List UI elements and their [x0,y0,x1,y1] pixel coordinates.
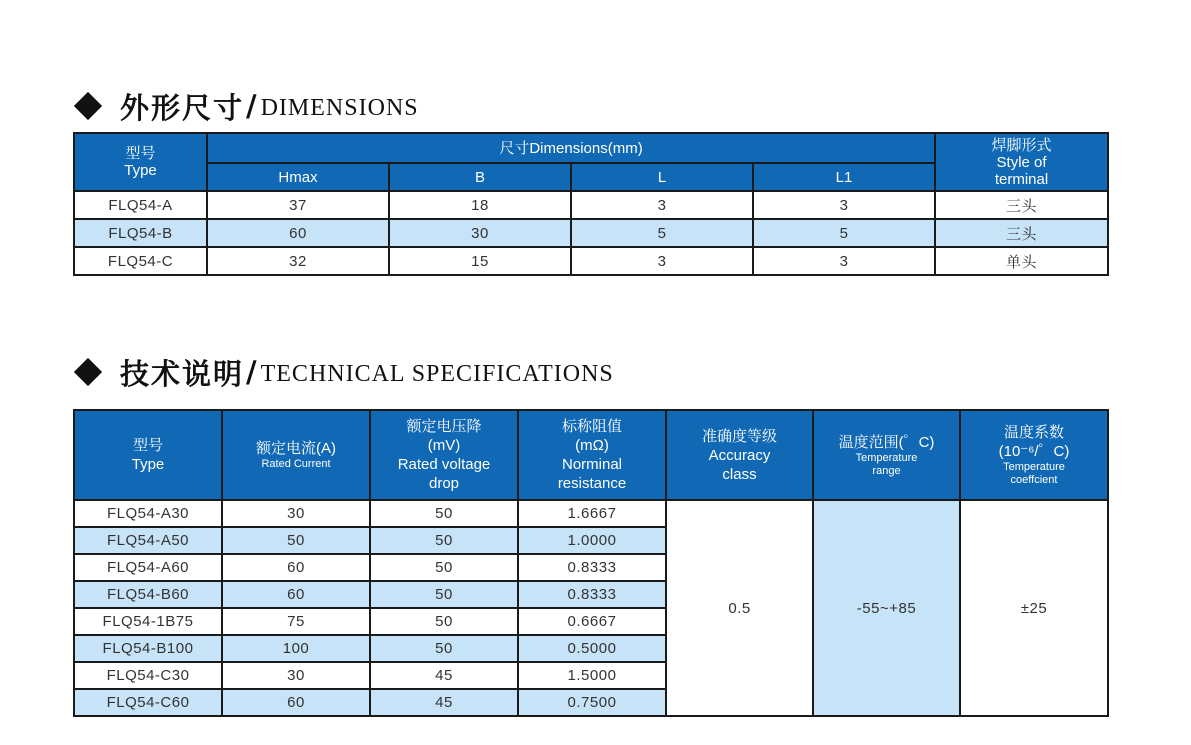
cell-resistance: 0.6667 [518,608,666,635]
header-type [74,410,222,500]
cell-temp-coef: ±25 [960,500,1108,716]
cell-accuracy: 0.5 [666,500,813,716]
specifications-title-en: TECHNICAL SPECIFICATIONS [260,360,614,387]
header-current-en: Rated Current [261,458,331,470]
header-temp-cn: 温度范围(゜C) [838,433,935,451]
header-vdrop-unit: (mV) [427,437,461,454]
cell-l1: 3 [753,191,935,219]
header-hmax: Hmax [207,163,389,191]
cell-l: 3 [571,247,753,275]
cell-resistance: 1.0000 [518,527,666,554]
header-vdrop-en-1: Rated voltage [397,456,491,473]
cell-temp-range: -55~+85 [813,500,960,716]
specifications-section-title [74,352,614,392]
header-res-cn: 标称阻值 [561,418,622,435]
header-type-en: Type [124,162,157,179]
diamond-bullet-icon [74,358,102,386]
header-l: L [571,163,753,191]
cell-b: 30 [389,219,571,247]
title-slash: / [246,89,257,123]
table-row [74,191,1108,219]
title-slash: / [246,355,257,389]
cell-hmax: 60 [207,219,389,247]
dimensions-title-cn: 外形尺寸 [120,90,245,125]
cell-hmax: 32 [207,247,389,275]
cell-current: 30 [222,500,370,527]
cell-l1: 3 [753,247,935,275]
dimensions-section-title [74,86,419,126]
header-type-en: Type [131,456,165,473]
dimensions-table [73,132,1109,276]
header-temp-coef [960,410,1108,500]
cell-type: FLQ54-C [74,247,207,275]
cell-type: FLQ54-1B75 [74,608,222,635]
specifications-title-cn: 技术说明 [120,356,245,391]
cell-vdrop: 50 [370,527,518,554]
cell-vdrop: 50 [370,554,518,581]
cell-vdrop: 45 [370,662,518,689]
cell-hmax: 37 [207,191,389,219]
cell-vdrop: 50 [370,635,518,662]
header-terminal-cn: 焊脚形式 [991,136,1052,154]
header-coef-en-2: coeffcient [1010,474,1058,486]
header-temp-en-2: range [872,464,901,477]
specifications-table [73,409,1109,717]
cell-resistance: 0.7500 [518,689,666,716]
cell-b: 15 [389,247,571,275]
cell-l1: 5 [753,219,935,247]
header-acc-en-2: class [722,465,757,483]
cell-type: FLQ54-B60 [74,581,222,608]
header-type-cn: 型号 [132,437,163,454]
header-res-en-1: Norminal [561,456,622,473]
cell-terminal: 单头 [935,247,1108,275]
header-acc-cn: 准确度等级 [701,427,777,445]
cell-resistance: 1.6667 [518,500,666,527]
cell-terminal: 三头 [935,219,1108,247]
cell-resistance: 0.8333 [518,554,666,581]
cell-type: FLQ54-B100 [74,635,222,662]
cell-type: FLQ54-A [74,191,207,219]
cell-l: 5 [571,219,753,247]
cell-vdrop: 50 [370,500,518,527]
header-current-cn: 额定电流(A) [256,440,336,457]
header-type-cn: 型号 [125,145,156,162]
cell-vdrop: 50 [370,608,518,635]
table-row [74,500,1108,527]
cell-vdrop: 45 [370,689,518,716]
table-row [74,247,1108,275]
cell-b: 18 [389,191,571,219]
cell-current: 50 [222,527,370,554]
cell-type: FLQ54-A60 [74,554,222,581]
cell-type: FLQ54-C30 [74,662,222,689]
header-rated-current [222,410,370,500]
cell-type: FLQ54-A30 [74,500,222,527]
cell-resistance: 0.5000 [518,635,666,662]
header-terminal-en-1: Style of [996,153,1047,171]
cell-current: 60 [222,689,370,716]
header-temp-range [813,410,960,500]
cell-resistance: 1.5000 [518,662,666,689]
cell-current: 60 [222,554,370,581]
header-terminal-en-2: terminal [994,170,1049,188]
header-dimensions-group: 尺寸Dimensions(mm) [207,133,935,163]
header-accuracy [666,410,813,500]
cell-type: FLQ54-C60 [74,689,222,716]
table-row [74,219,1108,247]
header-acc-en-1: Accuracy [708,446,771,464]
cell-vdrop: 50 [370,581,518,608]
cell-current: 30 [222,662,370,689]
cell-current: 75 [222,608,370,635]
header-vdrop-en-2: drop [428,475,460,492]
cell-resistance: 0.8333 [518,581,666,608]
dimensions-title-en: DIMENSIONS [260,94,419,121]
cell-terminal: 三头 [935,191,1108,219]
header-terminal [935,133,1108,191]
header-l1: L1 [753,163,935,191]
cell-l: 3 [571,191,753,219]
header-temp-en-1: Temperature [855,451,918,464]
header-b: B [389,163,571,191]
header-voltage-drop [370,410,518,500]
header-coef-unit: (10⁻⁶/゜C) [998,443,1070,460]
cell-type: FLQ54-A50 [74,527,222,554]
header-resistance [518,410,666,500]
diamond-bullet-icon [74,92,102,120]
cell-type: FLQ54-B [74,219,207,247]
cell-current: 100 [222,635,370,662]
header-coef-cn: 温度系数 [1003,424,1064,441]
header-coef-en-1: Temperature [1003,461,1065,473]
header-res-en-2: resistance [557,475,627,492]
cell-current: 60 [222,581,370,608]
header-res-unit: (mΩ) [575,437,609,454]
header-vdrop-cn: 额定电压降 [406,418,482,435]
header-type [74,133,207,191]
